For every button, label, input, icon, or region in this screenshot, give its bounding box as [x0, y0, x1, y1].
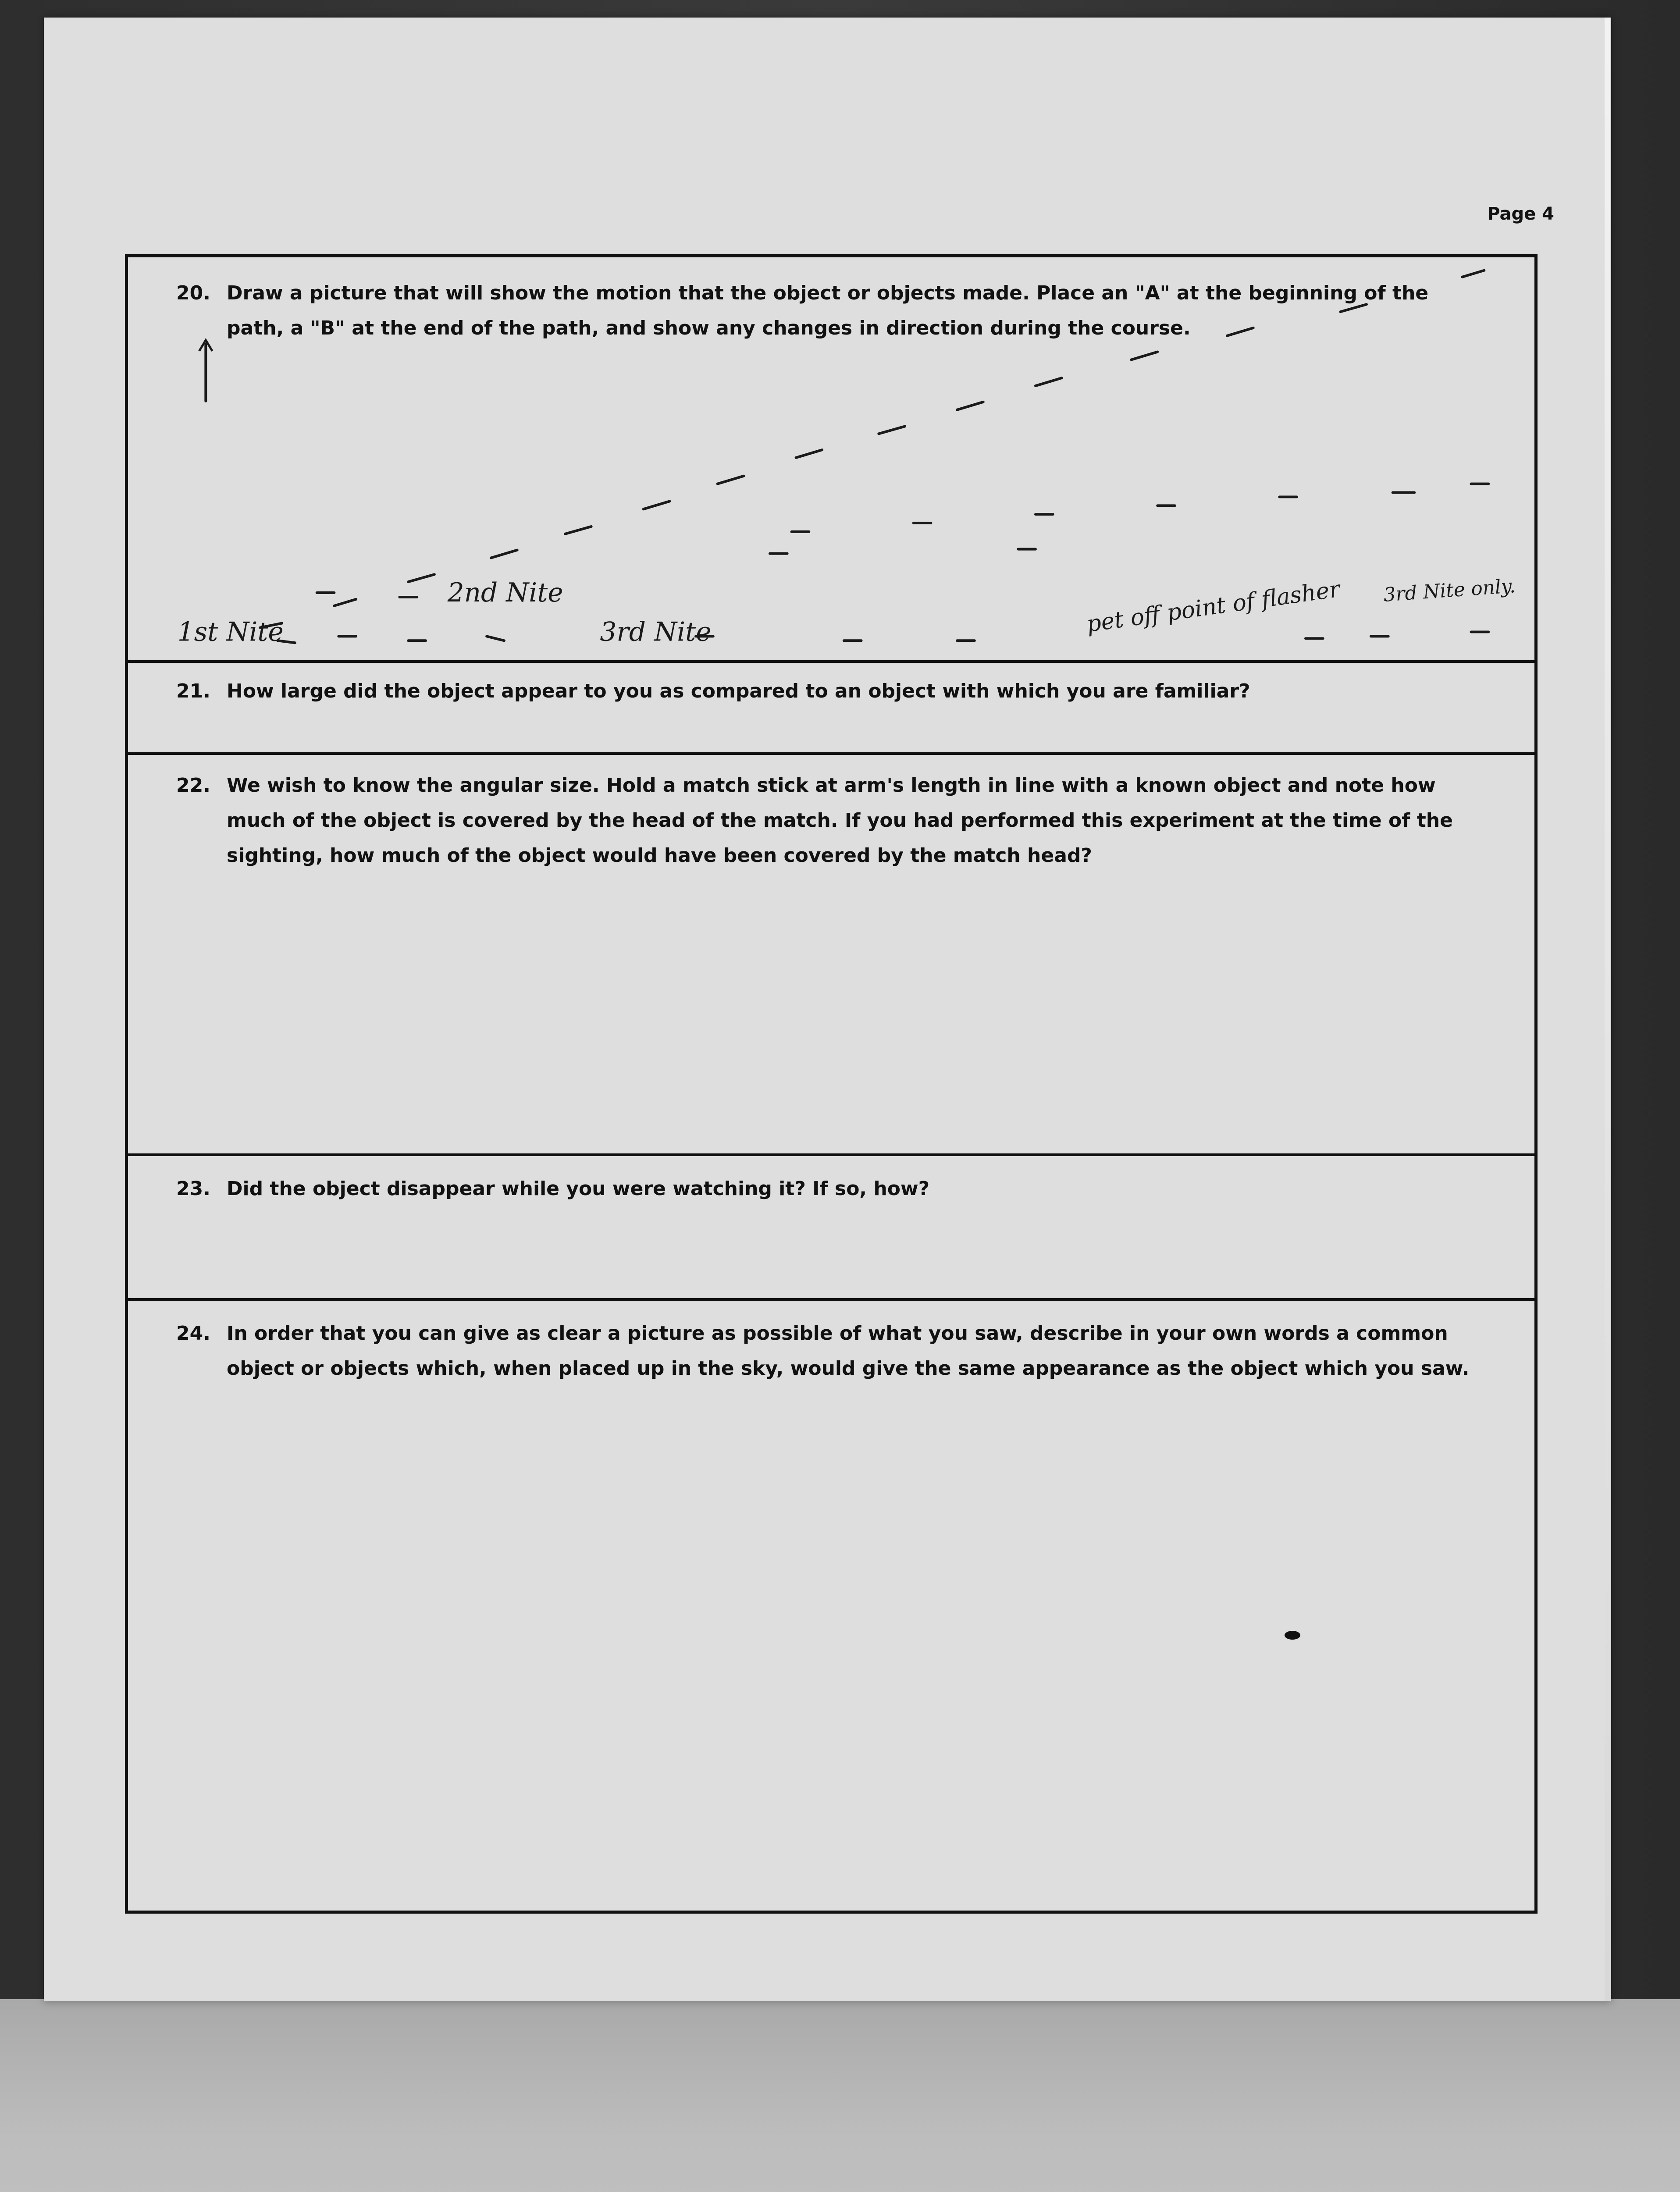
question-text: In order that you can give as clear a picture as possible of what you saw, describe in your own words a common object or objects which, when placed up in the sky, would give the same appearance as the object which you saw.: [227, 1322, 1470, 1380]
question-form: [125, 254, 1538, 1914]
question-24-section: [128, 1301, 1534, 1910]
sketch-label-second-night: 2nd Nite: [447, 577, 563, 608]
question-24: [176, 1316, 1482, 1386]
question-23: [176, 1171, 1482, 1206]
page-edge: [1605, 18, 1610, 2001]
question-22-section: [128, 755, 1534, 1156]
scanner-bed: [0, 1999, 1680, 2192]
question-number: 23.: [176, 1178, 210, 1200]
question-text: Draw a picture that will show the motion that the object or objects made. Place an "A" at the beginning of the path, a "B" at the end of the path, and show any changes in direction during the course.: [227, 282, 1429, 339]
question-number: 21.: [176, 680, 210, 702]
question-23-section: [128, 1156, 1534, 1301]
sketch-label-first-night: 1st Nite: [177, 617, 284, 648]
question-21-section: [128, 663, 1534, 755]
question-21: [176, 674, 1482, 709]
question-text: How large did the object appear to you as compared to an object with which you are familiar?: [227, 680, 1250, 702]
page-number: Page 4: [1487, 204, 1554, 224]
question-text: We wish to know the angular size. Hold a match stick at arm's length in line with a known object and note how much of the object is covered by the head of the match. If you had performed this experiment at the time of the sighting, how much of the object would have been covered by the match head?: [227, 774, 1453, 867]
sketch-label-note-2: 3rd Nite only.: [1382, 574, 1516, 606]
motion-sketch: [128, 257, 1534, 660]
question-number: 24.: [176, 1322, 210, 1345]
question-number: 22.: [176, 774, 210, 797]
ink-speck: [1285, 1631, 1300, 1640]
sketch-label-note: pet off point of flasher: [1085, 576, 1342, 638]
form-page: [44, 18, 1611, 2001]
question-text: Did the object disappear while you were watching it? If so, how?: [227, 1178, 930, 1200]
question-number: 20.: [176, 282, 210, 304]
sketch-path-lower: [278, 484, 1488, 643]
question-20-section: [128, 257, 1534, 663]
sketch-path-upper: [260, 270, 1484, 628]
question-22: [176, 768, 1482, 873]
sketch-label-third-night: 3rd Nite: [600, 617, 712, 648]
